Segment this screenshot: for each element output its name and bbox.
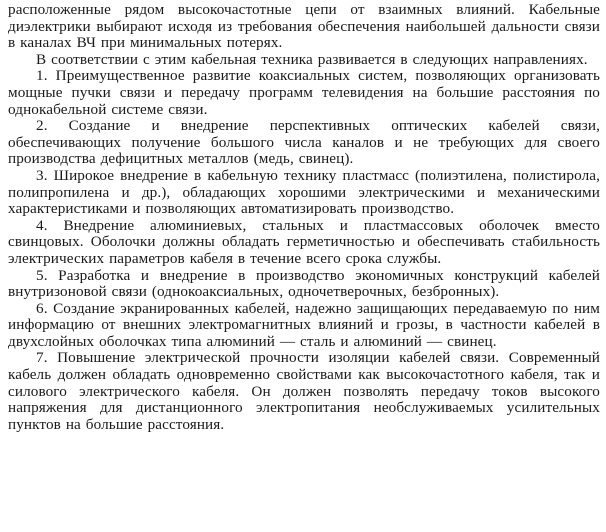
- list-item-7: 7. Повышение электрической прочности изоляции кабелей связи. Современный кабель должен обладать одновременно свойствами как высокочастотного кабеля, так и силового электрического кабеля. Он должен позволять передачу токов высокого напряжения для дистанционного электропитания необслуживаемых усилительных пунктов на большие расстояния.: [8, 349, 600, 433]
- list-item-2: 2. Создание и внедрение перспективных оптических кабелей связи, обеспечивающих получение большого числа каналов и не требующих для своего производства дефицитных металлов (медь, свинец).: [8, 117, 600, 168]
- list-item-4: 4. Внедрение алюминиевых, стальных и пластмассовых оболочек вместо свинцовых. Оболочки должны обладать герметичностью и обеспечивать стабильность электрических параметров кабеля в течение всего срока службы.: [8, 216, 600, 267]
- list-item-3: 3. Широкое внедрение в кабельную технику пластмасс (полиэтилена, полистирола, полипропилена и др.), обладающих хорошими электрическими и механическими характеристиками и позволяющих автоматизировать производство.: [8, 166, 600, 218]
- list-item-1: 1. Преимущественное развитие коаксиальных систем, позволяющих организовать мощные пучки связи и передачу программ телевидения на большие расстояния по однокабельной системе связи.: [8, 67, 600, 118]
- list-item-5: 5. Разработка и внедрение в производство экономичных конструкций кабелей внутризоновой связи (однокоаксиальных, одночетверочных, безбронных).: [8, 266, 600, 301]
- paragraph-intro: В соответствии с этим кабельная техника развивается в следующих направлениях.: [36, 50, 588, 68]
- paragraph-continuation: расположенные рядом высокочастотные цепи от взаимных влияний. Кабельные диэлектрики выбирают исходя из требования обеспечения наибольшей дальности связи в каналах ВЧ при минимальных потерях.: [8, 1, 600, 52]
- list-item-6: 6. Создание экранированных кабелей, надежно защищающих передаваемую по ним информацию от внешних электромагнитных влияний и грозы, в частности кабелей в двухслойных оболочках типа алюминий — сталь и алюминий — свинец.: [8, 299, 600, 350]
